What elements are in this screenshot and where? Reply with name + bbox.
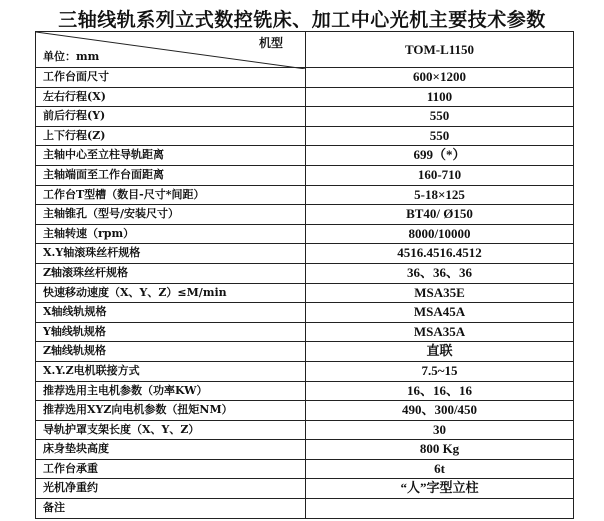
spec-label: 工作台T型槽（数目-尺寸*间距） (36, 186, 306, 205)
table-row (35, 146, 574, 166)
spec-label: X.Y轴滚珠丝杆规格 (36, 244, 306, 263)
table-row (35, 244, 574, 264)
spec-label: 床身垫块高度 (36, 440, 306, 459)
table-row (35, 323, 574, 343)
spec-label: X轴线轨规格 (36, 303, 306, 322)
spec-value: 36、36、36 (406, 264, 472, 280)
table-row (35, 68, 574, 88)
spec-label: 导轨护罩支架长度（X、Y、Z） (36, 421, 306, 440)
spec-label: 主轴端面至工作台面距离 (36, 166, 306, 185)
spec-value: “人”字型立柱 (400, 480, 479, 496)
table-row (35, 127, 574, 147)
table-row (35, 186, 574, 206)
spec-value: MSA35A (413, 323, 466, 339)
spec-value: 160-710 (417, 166, 462, 182)
spec-value: BT40/ Ø150 (406, 206, 473, 222)
table-header (35, 31, 574, 68)
spec-label: 工作台承重 (36, 460, 306, 479)
spec-value: 800 Kg (419, 441, 460, 457)
spec-label: Z轴滚珠丝杆规格 (36, 264, 306, 283)
spec-value: 6t (434, 460, 445, 476)
header-diagonal-cell (36, 32, 306, 67)
spec-label: 上下行程(Z) (36, 127, 306, 146)
spec-value: 550 (429, 108, 450, 124)
spec-label: 光机净重约 (36, 479, 306, 498)
table-row (35, 460, 574, 480)
table-row (35, 440, 574, 460)
table-row (35, 166, 574, 186)
spec-value: 550 (429, 127, 450, 143)
spec-label: X.Y.Z电机联接方式 (36, 362, 306, 381)
table-row (35, 401, 574, 421)
spec-value: 1100 (426, 88, 453, 104)
table-row (35, 479, 574, 499)
spec-value: 直联 (426, 343, 453, 359)
spec-label: 快速移动速度（X、Y、Z）≤M/min (36, 284, 306, 303)
spec-label: 主轴锥孔（型号/安装尺寸） (36, 205, 306, 224)
table-row (35, 225, 574, 245)
spec-label: 左右行程(X) (36, 88, 306, 107)
spec-label: 备注 (36, 499, 306, 518)
spec-table (35, 68, 574, 519)
spec-value: 699（*） (413, 147, 466, 163)
spec-label: Z轴线轨规格 (36, 342, 306, 361)
spec-label: 推荐选用主电机参数（功率KW） (36, 382, 306, 401)
table-row (35, 264, 574, 284)
model-label: 机型 (258, 36, 283, 50)
spec-label: 主轴转速（rpm） (36, 225, 306, 244)
spec-label: 主轴中心至立柱导轨距离 (36, 146, 306, 165)
unit-label: 单位：mm (43, 50, 100, 63)
model-value: TOM-L1150 (404, 42, 475, 57)
spec-label: 推荐选用XYZ向电机参数（扭矩NM） (36, 401, 306, 420)
table-row (35, 284, 574, 304)
table-row (35, 499, 574, 519)
spec-label: Y轴线轨规格 (36, 323, 306, 342)
table-row (35, 303, 574, 323)
table-row (35, 205, 574, 225)
spec-value: 490、300/450 (401, 402, 478, 418)
spec-value: 7.5~15 (421, 362, 458, 378)
table-row (35, 382, 574, 402)
spec-label: 工作台面尺寸 (36, 68, 306, 87)
spec-value: 30 (433, 421, 446, 437)
table-row (35, 421, 574, 441)
document-title: 三轴线轨系列立式数控铣床、加工中心光机主要技术参数 (58, 9, 546, 31)
spec-value: MSA45A (413, 304, 466, 320)
spec-value: 16、16、16 (406, 382, 472, 398)
table-row (35, 342, 574, 362)
spec-value: MSA35E (414, 284, 465, 300)
spec-value: 5-18×125 (414, 186, 465, 202)
spec-label: 前后行程(Y) (36, 107, 306, 126)
spec-value: 4516.4516.4512 (397, 245, 482, 261)
spec-value: 600×1200 (413, 69, 466, 84)
spec-value (306, 499, 573, 518)
spec-value: 8000/10000 (408, 225, 471, 241)
table-row (35, 107, 574, 127)
table-row (35, 88, 574, 108)
table-row (35, 362, 574, 382)
